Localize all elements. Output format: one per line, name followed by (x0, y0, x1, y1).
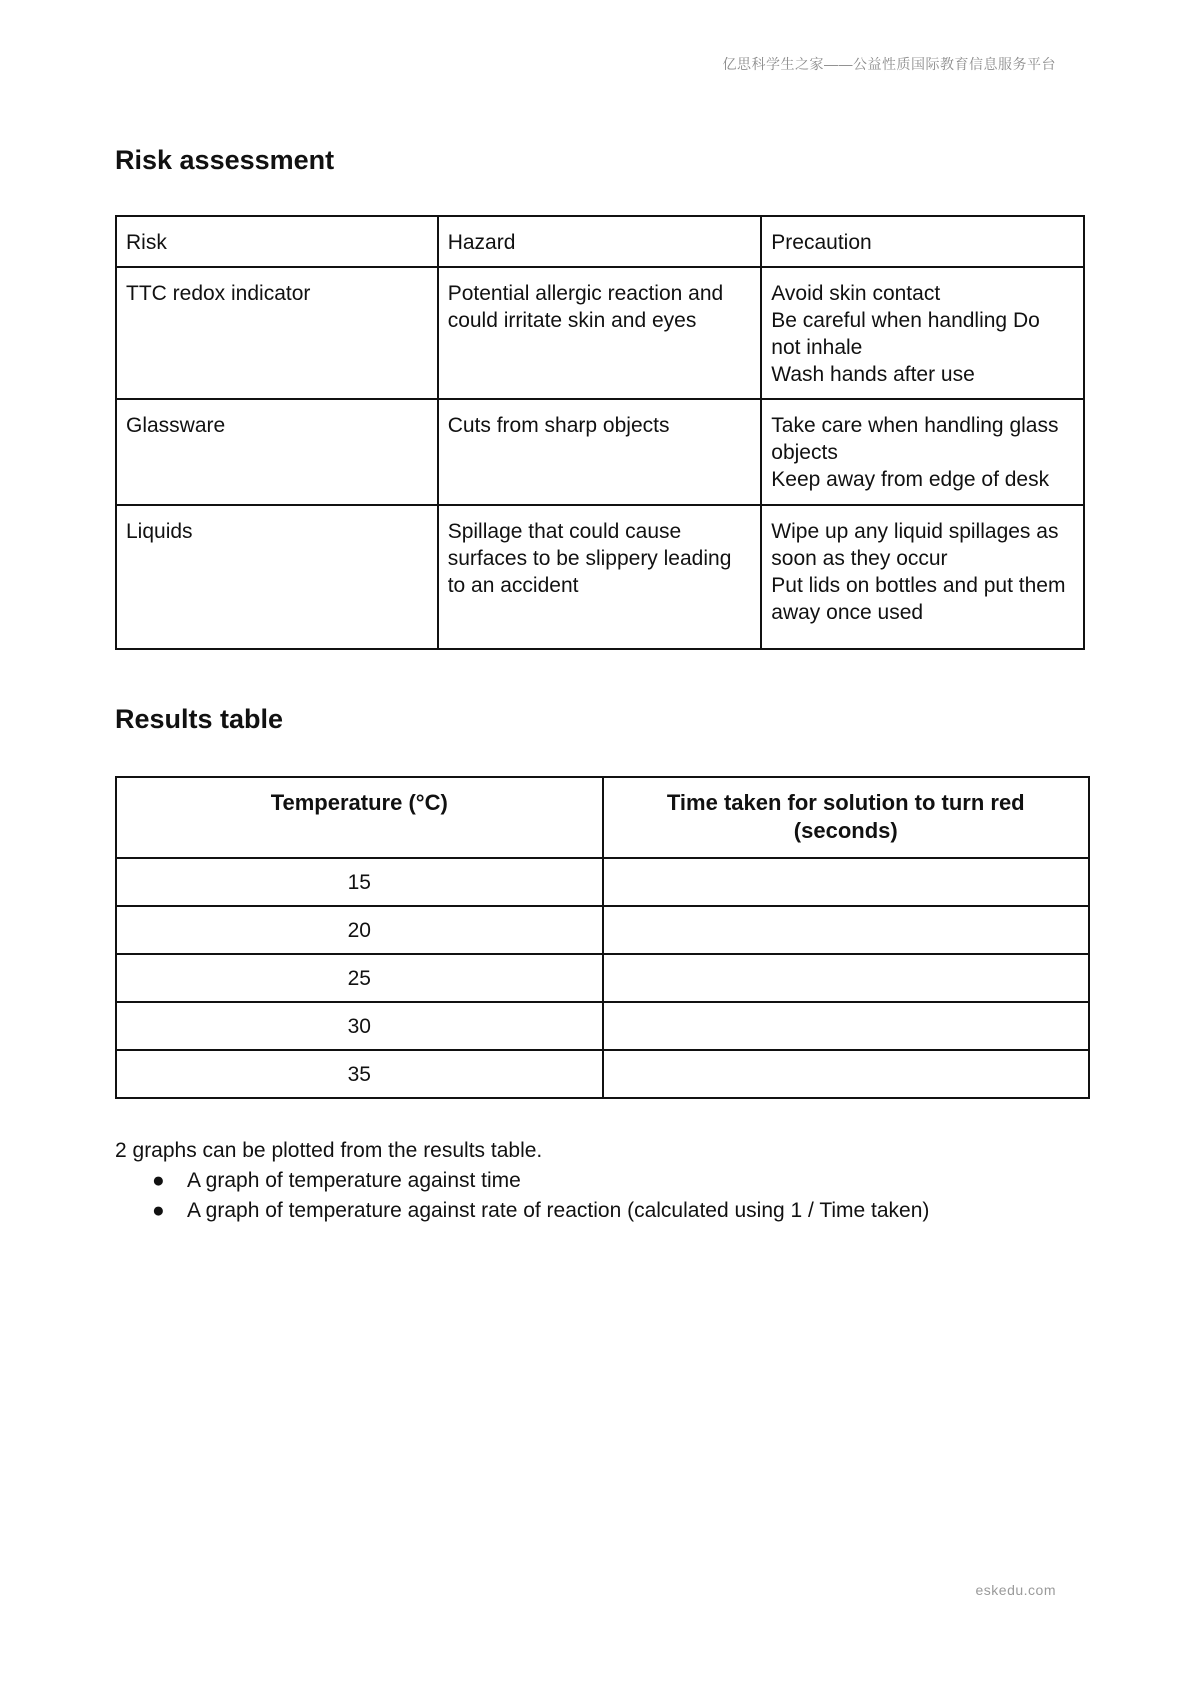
list-item-text: A graph of temperature against rate of reaction (calculated using 1 / Time taken) (187, 1199, 930, 1222)
hazard-cell: Cuts from sharp objects (438, 399, 762, 505)
table-row (116, 1002, 1089, 1050)
precaution-line: Put lids on bottles and put them away once used (771, 574, 1066, 624)
temperature-cell: 30 (116, 1002, 603, 1050)
precaution-line: Avoid skin contact (771, 282, 941, 305)
temperature-cell: 15 (116, 858, 603, 906)
results-table (115, 776, 1090, 1099)
risk-assessment-title: Risk assessment (115, 145, 335, 175)
graph-list (115, 1166, 929, 1226)
list-item (115, 1166, 929, 1196)
temperature-cell: 20 (116, 906, 603, 954)
risk-cell: TTC redox indicator (116, 267, 438, 399)
precaution-line: Wipe up any liquid spillages as soon as they occur (771, 520, 1059, 570)
page-header: 亿思科学生之家——公益性质国际教育信息服务平台 (722, 56, 1056, 72)
notes-intro: 2 graphs can be plotted from the results table. (115, 1139, 543, 1162)
page-footer: eskedu.com (975, 1582, 1056, 1598)
table-row (116, 505, 1084, 649)
precaution-line: Wash hands after use (771, 363, 975, 386)
table-header-row (116, 777, 1089, 858)
temperature-cell: 35 (116, 1050, 603, 1098)
table-header-row (116, 216, 1084, 267)
risk-assessment-table (115, 215, 1085, 650)
column-header-time-taken: Time taken for solution to turn red (seconds) (603, 777, 1089, 858)
time-cell[interactable] (603, 906, 1089, 954)
bullet-icon: ● (152, 1169, 165, 1192)
table-row (116, 858, 1089, 906)
table-row (116, 1050, 1089, 1098)
column-header-risk: Risk (116, 216, 438, 267)
time-cell[interactable] (603, 1050, 1089, 1098)
table-row (116, 399, 1084, 505)
hazard-cell: Potential allergic reaction and could irritate skin and eyes (438, 267, 762, 399)
table-row (116, 906, 1089, 954)
temperature-cell: 25 (116, 954, 603, 1002)
column-header-precaution: Precaution (761, 216, 1084, 267)
precaution-cell (761, 267, 1084, 399)
list-item-text: A graph of temperature against time (187, 1169, 521, 1192)
bullet-icon: ● (152, 1199, 165, 1222)
time-cell[interactable] (603, 1002, 1089, 1050)
precaution-line: Be careful when handling Do not inhale (771, 309, 1040, 359)
time-cell[interactable] (603, 954, 1089, 1002)
column-header-temperature: Temperature (°C) (116, 777, 603, 858)
table-row (116, 267, 1084, 399)
results-table-title: Results table (115, 704, 284, 734)
precaution-cell (761, 505, 1084, 649)
graph-notes (115, 1136, 929, 1226)
time-cell[interactable] (603, 858, 1089, 906)
table-row (116, 954, 1089, 1002)
risk-cell: Glassware (116, 399, 438, 505)
precaution-cell (761, 399, 1084, 505)
list-item (115, 1196, 929, 1226)
risk-cell: Liquids (116, 505, 438, 649)
hazard-cell: Spillage that could cause surfaces to be slippery leading to an accident (438, 505, 762, 649)
precaution-line: Keep away from edge of desk (771, 468, 1050, 491)
precaution-line: Take care when handling glass objects (771, 414, 1059, 464)
column-header-hazard: Hazard (438, 216, 762, 267)
